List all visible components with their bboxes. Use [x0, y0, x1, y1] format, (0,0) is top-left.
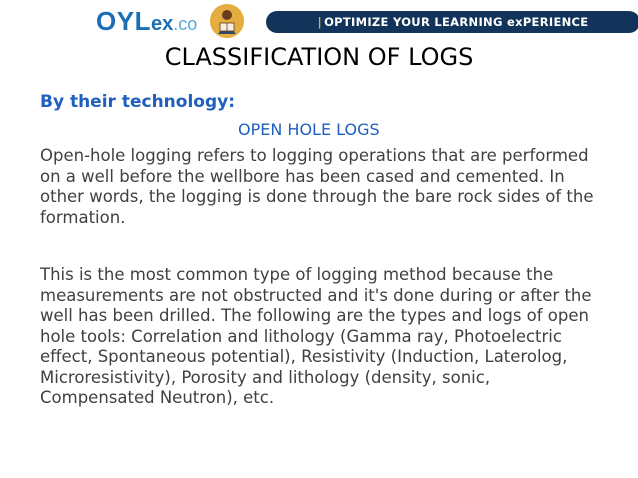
tagline-text: OPTIMIZE YOUR LEARNING exPERIENCE [324, 15, 589, 29]
brand-name-big: OYL [96, 6, 151, 36]
body-paragraph: This is the most common type of logging method because the measurements are not obstructed and it's done during or after the well has been drilled. The following are the types and logs of open hole tools: Correlation and lithology (Gamma ray, Photoelectric effect, Spontaneous potential), Resistivity (Induction, Laterolog, Microresistivity), Porosity and lithology (density, sonic, Compensated Neutron), etc. [40, 265, 592, 407]
slide-subhead: By their technology: [40, 92, 236, 112]
brand-logo [96, 6, 197, 36]
body-paragraph: Open-hole logging refers to logging operations that are performed on a well before the wellbore has been cased and cemented. In other words, the logging is done through the bare rock sides of the formation. [40, 146, 594, 227]
reading-person-icon [210, 4, 244, 38]
slide-title: CLASSIFICATION OF LOGS [164, 43, 474, 71]
section-heading: OPEN HOLE LOGS [238, 120, 380, 139]
tagline-badge [266, 11, 638, 33]
brand-name-small: ex [150, 13, 174, 35]
header-banner [96, 4, 589, 38]
brand-domain: .co [173, 14, 198, 34]
divider-bar-icon: | [317, 15, 323, 29]
